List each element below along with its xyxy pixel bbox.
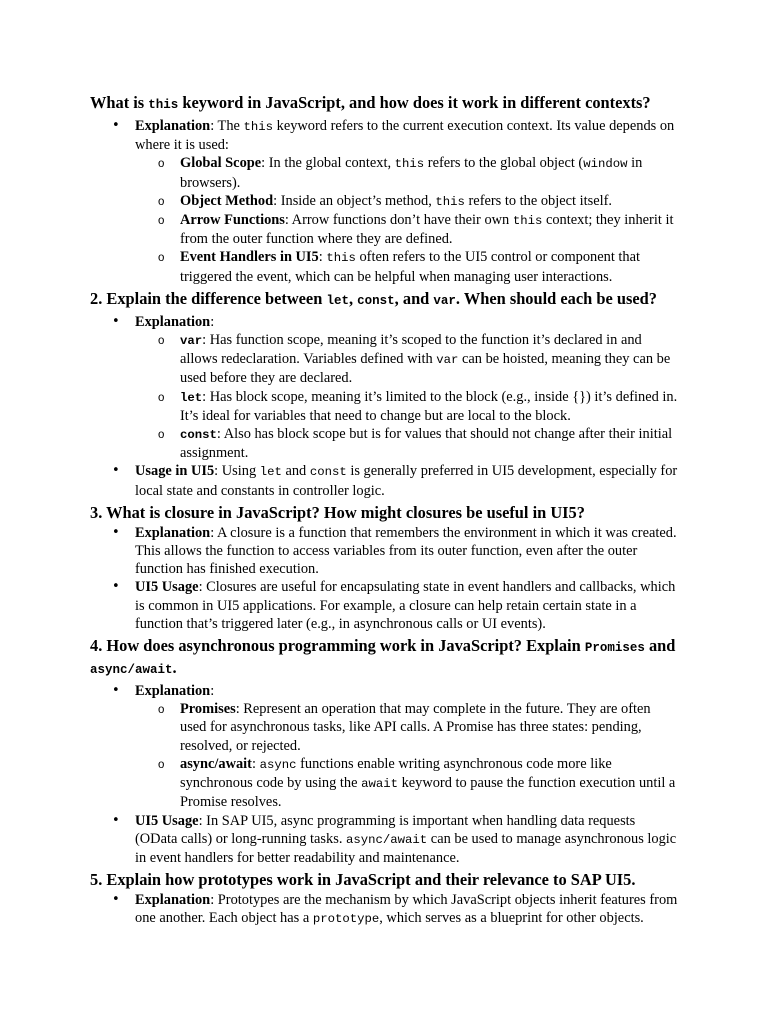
- sublist-item-let: o let: Has block scope, meaning it’s limited to the block (e.g., inside {}) it’s defined in. It’s ideal for variables that need to change but are local to the block.: [135, 388, 680, 425]
- sublist: [135, 331, 680, 462]
- sublist-item-event-handlers: o Event Handlers in UI5: this often refers to the UI5 control or component that triggered the event, which can be helpful when managing user interactions.: [135, 248, 680, 285]
- inline-code: var: [180, 334, 203, 349]
- inline-code: prototype: [312, 912, 380, 927]
- inline-code: let: [259, 465, 282, 480]
- sublist-item-const: o const: Also has block scope but is for values that should not change after their initial assignment.: [135, 425, 680, 462]
- inline-code: let: [180, 390, 203, 405]
- inline-code: Promises: [584, 641, 645, 656]
- inline-code: this: [394, 157, 425, 172]
- list-item-usage: • UI5 Usage: In SAP UI5, async programming is important when handling data requests (OData calls) or long-running tasks. async/await can be used to manage asynchronous logic in event handlers for better readability and maintenance.: [90, 812, 680, 868]
- question-2-list: [90, 313, 680, 500]
- inline-code: const: [357, 293, 395, 308]
- question-3-list: [90, 524, 680, 633]
- question-5-list: [90, 891, 680, 928]
- question-3-heading: 3. What is closure in JavaScript? How might closures be useful in UI5?: [90, 502, 585, 522]
- sublist-item-async-await: o async/await: async functions enable writing asynchronous code more like synchronous code by using the await keyword to pause the function execution until a Promise resolves.: [135, 755, 680, 812]
- sublist: [135, 154, 680, 285]
- inline-code: var: [433, 293, 456, 308]
- list-item-explanation: • Explanation: A closure is a function that remembers the environment in which it was created. This allows the function to access variables from its outer function, even after the outer function has finished execution.: [90, 524, 680, 579]
- sublist-item-var: o var: Has function scope, meaning it’s scoped to the function it’s declared in and allows redeclaration. Variables defined with var can be hoisted, meaning they can be used before they are declared.: [135, 331, 680, 388]
- inline-code: this: [435, 194, 465, 209]
- inline-code: async/await: [90, 663, 173, 678]
- sublist: [135, 700, 680, 811]
- inline-code: async: [259, 757, 297, 772]
- question-5-heading: 5. Explain how prototypes work in JavaScript and their relevance to SAP UI5.: [90, 870, 636, 890]
- inline-code: const: [180, 428, 217, 443]
- sublist-item-global-scope: o Global Scope: In the global context, this refers to the global object (window in browsers).: [135, 154, 680, 191]
- list-item-usage: • UI5 Usage: Closures are useful for encapsulating state in event handlers and callbacks, which is common in UI5 applications. For example, a closure can help retain certain state in a function that’s triggered later (e.g., in asynchronous calls or UI events).: [90, 578, 680, 633]
- question-4-list: [90, 682, 680, 867]
- question-1-list: [90, 117, 680, 286]
- inline-code: window: [583, 157, 628, 172]
- inline-code: async/await: [346, 832, 428, 847]
- question-4-heading: 4. How does asynchronous programming work in JavaScript? Explain Promises and async/await.: [90, 636, 676, 678]
- sublist-item-promises: o Promises: Represent an operation that may complete in the future. They are often used for asynchronous tasks, like API calls. A Promise has three states: pending, resolved, or rejected.: [135, 700, 680, 755]
- inline-code: var: [436, 353, 459, 368]
- inline-code: await: [361, 777, 398, 792]
- list-item-explanation: • Explanation: The this keyword refers to the current execution context. Its value depends on where it is used: o Global Scope: In the global context, this refers to the global object (window in browsers). o Object Method: Inside an object’s method, this refers to the object itself. o Arrow Functions: Arrow functions don’t have their own this context; they inherit it from the outer function where they are defined. o Event Handlers in UI5: this often refers to the UI5 control or component that triggered the event, which can be helpful when managing user interactions.: [90, 117, 680, 286]
- inline-code: const: [309, 465, 347, 480]
- inline-code: this: [148, 98, 179, 112]
- inline-code: let: [326, 293, 349, 308]
- question-2-heading: 2. Explain the difference between let, const, and var. When should each be used?: [90, 288, 657, 308]
- sublist-item-arrow-functions: o Arrow Functions: Arrow functions don’t have their own this context; they inherit it from the outer function where they are defined.: [135, 211, 680, 248]
- inline-code: this: [512, 214, 543, 229]
- list-item-explanation: • Explanation: o var: Has function scope, meaning it’s scoped to the function it’s declared in and allows redeclaration. Variables defined with var can be hoisted, meaning they can be used before they are declared. o let: Has block scope, meaning it’s limited to the block (e.g., inside {}) it’s defined in. It’s ideal for variables that need to change but are local to the block. o const: Also has block scope but is for values that should not change after their initial assignment.: [90, 313, 680, 463]
- sublist-item-object-method: o Object Method: Inside an object’s method, this refers to the object itself.: [135, 192, 680, 211]
- list-item-explanation: • Explanation: o Promises: Represent an operation that may complete in the future. They are often used for asynchronous tasks, like API calls. A Promise has three states: pending, resolved, or rejected. o async/await: async functions enable writing asynchronous code more like synchronous code by using the await keyword to pause the function execution until a Promise resolves.: [90, 682, 680, 811]
- inline-code: this: [326, 251, 356, 266]
- list-item-usage: • Usage in UI5: Using let and const is generally preferred in UI5 development, especially for local state and constants in controller logic.: [90, 462, 680, 499]
- list-item-explanation: • Explanation: Prototypes are the mechanism by which JavaScript objects inherit features from one another. Each object has a prototype, which serves as a blueprint for other objects.: [90, 891, 680, 928]
- document-page: [90, 93, 680, 932]
- question-1-heading: What is this keyword in JavaScript, and how does it work in different contexts?: [90, 93, 651, 112]
- inline-code: this: [243, 120, 274, 134]
